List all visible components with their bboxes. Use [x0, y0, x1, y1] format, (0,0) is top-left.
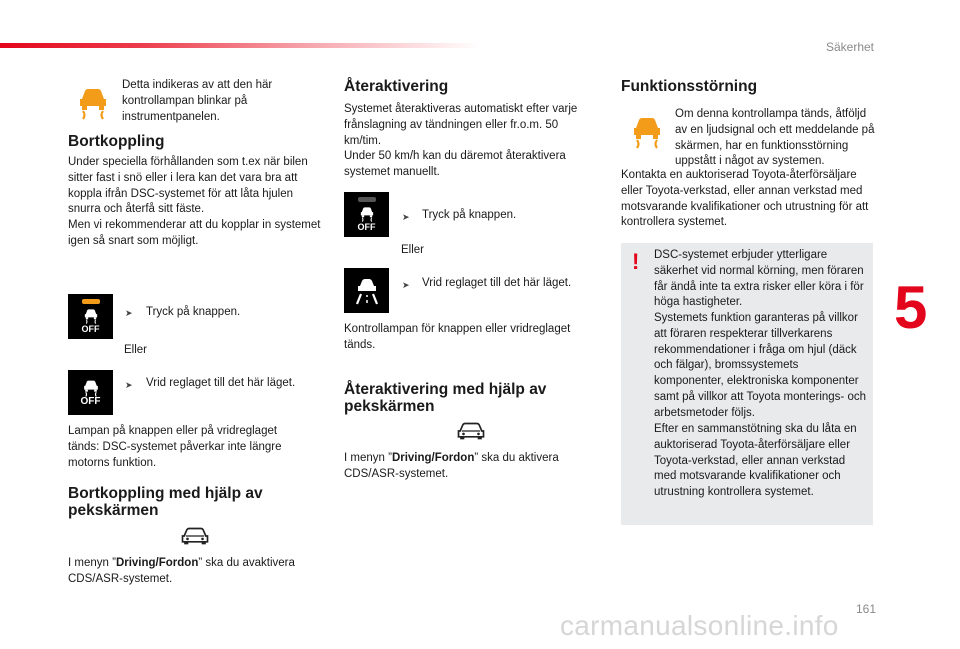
lamp-on-text: Kontrollampan för knappen eller vridreglaget tänds. [344, 323, 571, 351]
dsc-warning-icon [73, 84, 113, 120]
vehicle-icon [180, 526, 210, 546]
fault-text: Om denna kontrollampa tänds, åtföljd av en ljudsignal och ett meddelande på skärmen, har en funktionsstörning uppstått i något av systemen. [675, 108, 875, 168]
warning-icon: ! [632, 249, 640, 274]
contact-dealer-text: Kontakta en auktoriserad Toyota-återförsäljare eller Toyota-verkstad, eller annan verkstad med motsvarande kvalifikationer och utrustning för att kontrollera systemet. [621, 169, 869, 229]
arrow-icon: ➤ [402, 280, 410, 290]
dsc-dial-icon [344, 268, 389, 313]
recommend-text: Men vi rekommenderar att du kopplar in systemet igen så snart som möjligt. [68, 219, 321, 247]
vehicle-icon [456, 421, 486, 441]
intro-text: Detta indikeras av att den här kontrollampan blinkar på instrumentpanelen. [122, 79, 273, 123]
heading-ateraktivering: Återaktivering [344, 78, 449, 95]
chapter-number: 5 [894, 274, 928, 341]
traction-icon [352, 276, 382, 306]
watermark: carmanualsonline.info [560, 610, 839, 641]
press-button-text: Tryck på knappen. [146, 306, 241, 318]
turn-dial-text: Vrid reglaget till det här läget. [146, 377, 296, 389]
section-title: Säkerhet [825, 40, 874, 54]
skid-car-icon [80, 378, 102, 397]
menu-activate-text: I menyn ”Driving/Fordon” ska du aktivera CDS/ASR-systemet. [344, 452, 559, 480]
off-label: OFF [80, 396, 101, 407]
skid-car-icon [357, 205, 377, 222]
arrow-icon: ➤ [125, 380, 133, 390]
dsc-off-dial-icon [68, 370, 113, 415]
dsc-fault-icon [627, 113, 667, 149]
heading-funktionsstorning: Funktionsstörning [621, 78, 758, 95]
indicator-lamp-icon [358, 197, 376, 202]
turn-dial-text: Vrid reglaget till det här läget. [422, 277, 572, 289]
dsc-button-icon [344, 192, 389, 237]
off-label: OFF [357, 222, 376, 232]
heading-bortkoppling: Bortkoppling [68, 133, 165, 150]
indicator-lamp-icon [82, 299, 100, 304]
warning-text-2: Systemets funktion garanteras på villkor att föraren respekterar tillverkarens rekommendationer i fråga om hjul (däck och fälgar), bromssystemets komponenter, elektroniska komponenter samt på villkor att Toyota monterings- och arbetsmetoder följs. [654, 312, 866, 419]
dsc-off-button-icon [68, 294, 113, 339]
menu-deactivate-text: I menyn ”Driving/Fordon” ska du avaktivera CDS/ASR-systemet. [68, 557, 295, 585]
bortkoppling-text: Under speciella förhållanden som t.ex när bilen sitter fast i snö eller i lera kan det vara bra att koppla ifrån DSC-systemet för att låta hjulen snurra och återfå sitt fäste. [68, 156, 308, 216]
skid-car-icon [81, 307, 101, 324]
header-accent-bar [0, 43, 480, 48]
arrow-icon: ➤ [402, 212, 410, 222]
off-label: OFF [81, 324, 100, 334]
or-text: Eller [124, 344, 148, 356]
heading-ateraktivering-pekskarm: Återaktivering med hjälp av pekskärmen [344, 381, 547, 415]
page-number: 161 [856, 602, 877, 616]
heading-bortkoppling-pekskarm: Bortkoppling med hjälp av pekskärmen [68, 485, 263, 519]
press-button-text: Tryck på knappen. [422, 209, 517, 221]
warning-text-3: Efter en sammanstötning ska du låta en auktoriserad Toyota-återförsäljare eller Toyota-verkstad, eller annan verkstad med motsvarande kvalifikationer och utrustning kontrollera systemet. [654, 423, 857, 499]
or-text: Eller [401, 244, 425, 256]
reactivation-text: Systemet återaktiveras automatiskt efter varje frånslagning av tändningen eller fr.o.m. 50 km/tim. [344, 103, 578, 147]
lamp-text: Lampan på knappen eller på vridreglaget tänds: DSC-systemet påverkar inte längre motorns funktion. [68, 425, 282, 469]
warning-text-1: DSC-systemet erbjuder ytterligare säkerhet vid normal körning, men föraren får ändå inte ta extra risker eller köra i för höga hastigheter. [654, 249, 864, 309]
arrow-icon: ➤ [125, 308, 133, 318]
manual-reactivation-text: Under 50 km/h kan du däremot återaktivera systemet manuellt. [344, 150, 566, 178]
